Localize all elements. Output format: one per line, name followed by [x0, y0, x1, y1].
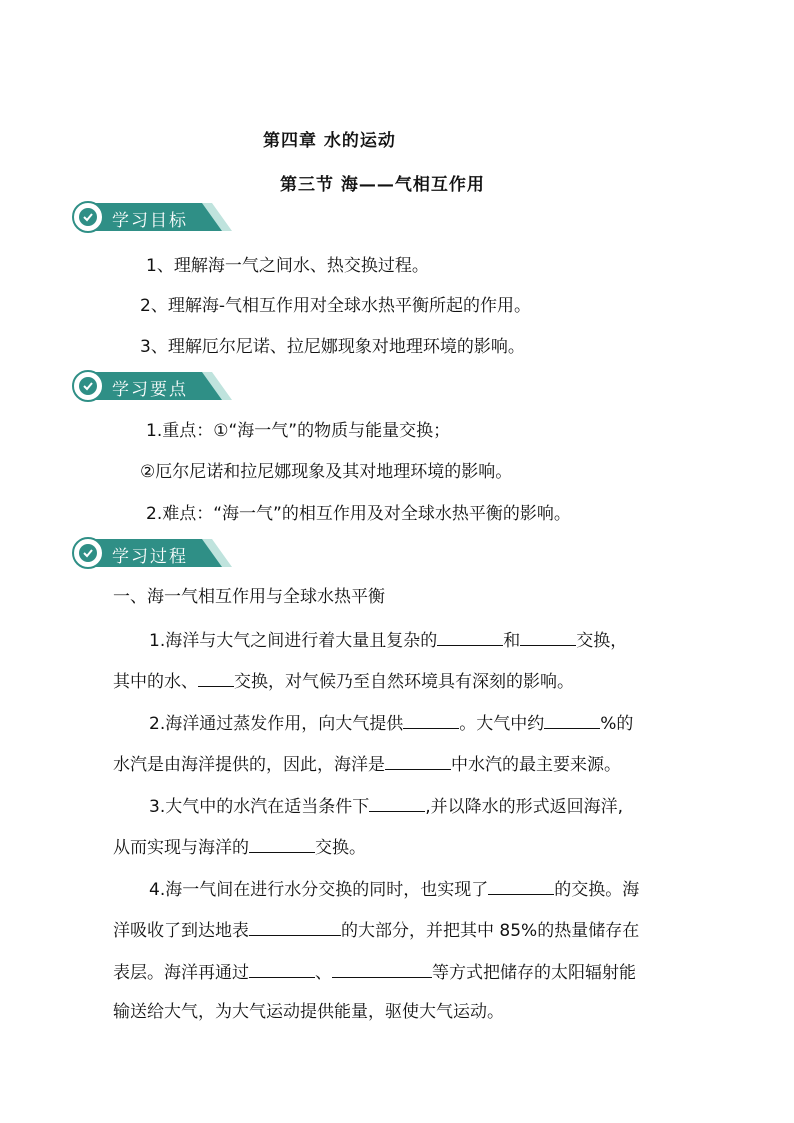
goal-item: 1、理解海一气之间水、热交换过程。 [146, 256, 429, 276]
section-header-key-points [70, 368, 235, 404]
section-header-goals [70, 199, 235, 235]
section-header-process [70, 535, 235, 571]
paragraph-line: 1.海洋与大气之间进行着大量且复杂的 和 交换， [149, 627, 627, 653]
paragraph-line: 表层。海洋再通过 、 等方式把储存的太阳辐射能 [113, 959, 636, 985]
fill-blank[interactable] [520, 627, 576, 646]
fill-blank[interactable] [544, 710, 600, 729]
fill-blank[interactable] [249, 917, 341, 936]
paragraph-line: 3.大气中的水汽在适当条件下 ,并以降水的形式返回海洋, [149, 793, 623, 819]
goal-item: 3、理解厄尔尼诺、拉尼娜现象对地理环境的影响。 [140, 337, 525, 357]
fill-blank[interactable] [332, 959, 432, 978]
fill-blank[interactable] [369, 793, 425, 812]
paragraph-line: 洋吸收了到达地表 的大部分，并把其中 85%的热量储存在 [113, 917, 639, 943]
paragraph-line: 其中的水、 交换，对气候乃至自然环境具有深刻的影响。 [113, 668, 574, 694]
fill-blank[interactable] [385, 751, 451, 770]
paragraph-line: 2.海洋通过蒸发作用，向大气提供 。大气中约 %的 [149, 710, 633, 736]
key-point-item: 2.难点：“海一气”的相互作用及对全球水热平衡的影响。 [146, 504, 571, 524]
fill-blank[interactable] [249, 959, 315, 978]
paragraph-line: 水汽是由海洋提供的，因此，海洋是 中水汽的最主要来源。 [113, 751, 621, 777]
section-label: 学习目标 [112, 211, 188, 231]
goal-item: 2、理解海-气相互作用对全球水热平衡所起的作用。 [140, 296, 531, 316]
section-label: 学习过程 [112, 547, 188, 567]
paragraph-line: 从而实现与海洋的 交换。 [113, 834, 366, 860]
fill-blank[interactable] [249, 834, 315, 853]
process-heading: 一、海一气相互作用与全球水热平衡 [113, 587, 385, 607]
paragraph-line: 输送给大气，为大气运动提供能量，驱使大气运动。 [113, 1002, 504, 1022]
paragraph-line: 4.海一气间在进行水分交换的同时，也实现了 的交换。海 [149, 876, 639, 902]
key-point-item: ②厄尔尼诺和拉尼娜现象及其对地理环境的影响。 [140, 462, 513, 482]
fill-blank[interactable] [488, 876, 554, 895]
section-label: 学习要点 [112, 380, 188, 400]
fill-blank[interactable] [198, 668, 234, 687]
section-title: 第三节 海——气相互作用 [280, 175, 485, 195]
fill-blank[interactable] [437, 627, 503, 646]
key-point-item: 1.重点：①“海一气”的物质与能量交换； [146, 421, 451, 441]
chapter-title: 第四章 水的运动 [263, 131, 396, 151]
fill-blank[interactable] [403, 710, 459, 729]
